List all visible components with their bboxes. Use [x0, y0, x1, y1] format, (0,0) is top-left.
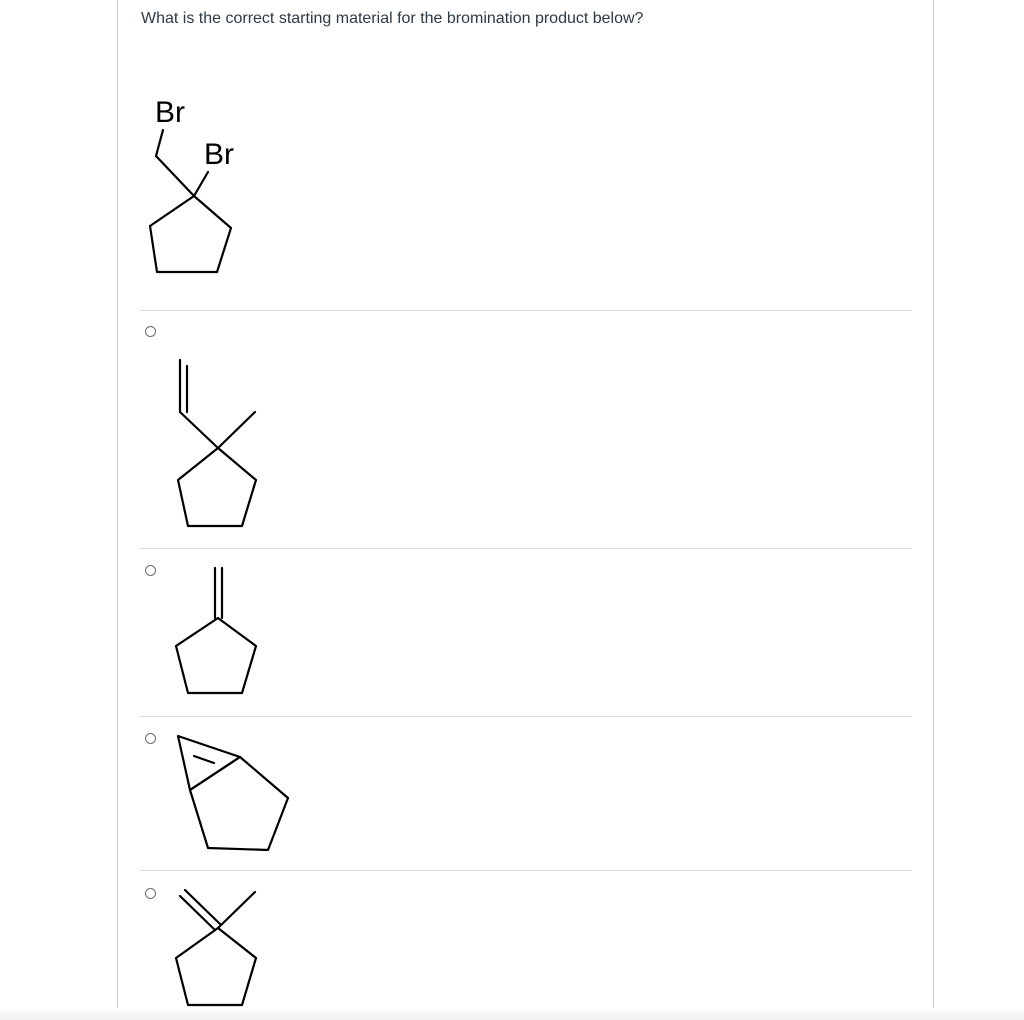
option-4-structure [118, 0, 935, 1020]
bromine-label-2: Br [204, 138, 234, 171]
question-text: What is the correct starting material for the bromination product below? [141, 10, 644, 27]
quiz-question-panel [117, 0, 934, 1020]
option-4-methyl-bond [218, 892, 255, 928]
option-4-cyclopentane-ring [176, 928, 256, 1005]
bottom-edge [0, 1008, 1024, 1020]
bromine-label-1: Br [155, 96, 185, 129]
